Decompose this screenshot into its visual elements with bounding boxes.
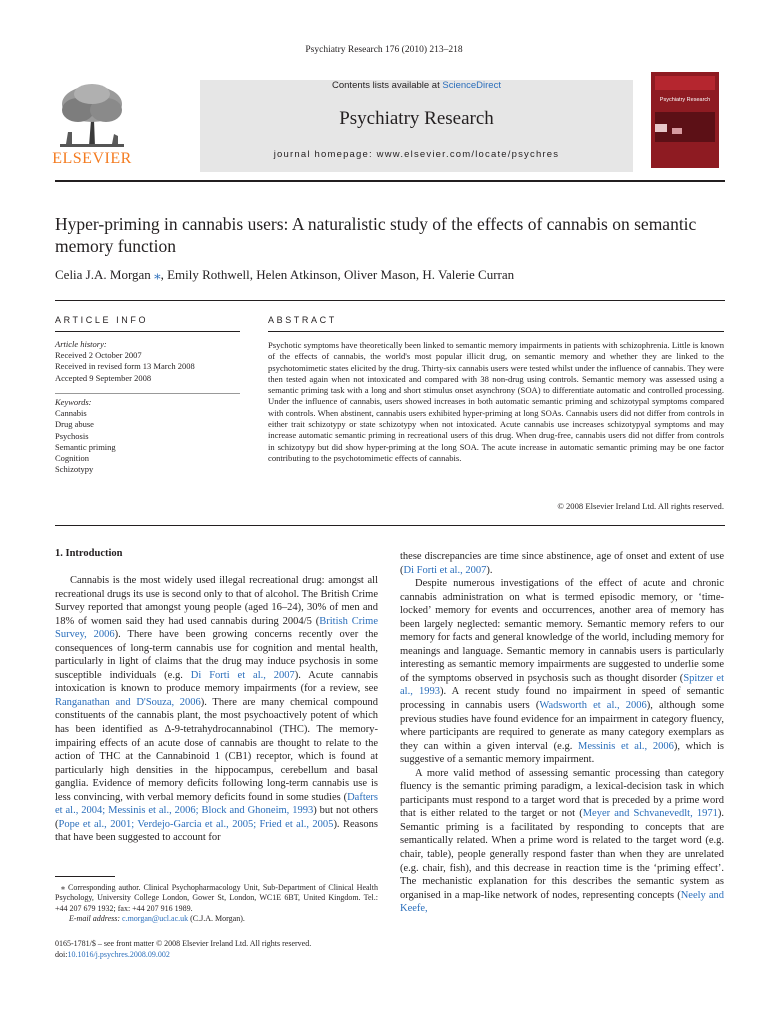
citation-link[interactable]: Wadsworth et al., 2006 (539, 700, 647, 712)
article-history (55, 339, 240, 384)
email-suffix: (C.J.A. Morgan). (188, 913, 245, 923)
intro-right-column (400, 550, 724, 916)
article-title: Hyper-priming in cannabis users: A naturalistic study of the effects of cannabis on semantic memory function (55, 214, 697, 256)
contents-prefix: Contents lists available at (332, 80, 443, 91)
sciencedirect-link[interactable]: ScienceDirect (442, 80, 501, 91)
history-label: Article history: (55, 339, 107, 349)
keywords-rule (55, 393, 240, 394)
history-accepted: Accepted 9 September 2008 (55, 372, 152, 383)
paragraph-text: ). There are many chemical compound constituents of the cannabis plant, the most psychoactively potent of which has been identified as Δ-9-tetrahydrocannabinol (THC). The memory-impairing effects of an acute dose of cannabis are thought to relate to the action of THC at the Cannabinoid 1 (CB1) receptor, which is found at particularly high densities in the hippocampus, cerebellum and basal ganglia. Evidence of memory deficits following long-term cannabis use is less convincing, with verbal memory deficits found in some studies ( (55, 696, 379, 803)
footnote-rule (55, 876, 115, 877)
citation-link[interactable]: British Crime Survey, 2006 (55, 615, 378, 641)
intro-paragraph-3 (400, 767, 724, 916)
paragraph-text: ), which is suggestive of a semantic memory impairment. (400, 740, 724, 766)
authors-rest: , Emily Rothwell, Helen Atkinson, Oliver Mason, H. Valerie Curran (160, 267, 515, 282)
citation-link[interactable]: Meyer and Schvanevedlt, 1971 (582, 808, 718, 820)
elsevier-wordmark: ELSEVIER (52, 150, 132, 167)
paragraph-text: ). There have been growing concerns recently over the consequences of long-term cannabis use for cognition and mental health, particularly in light of claims that the drug may induce psychosis in some susceptible individuals (e.g. (55, 629, 378, 681)
citation-link[interactable]: Ranganathan and D'Souza, 2006 (55, 696, 201, 708)
abstract-bottom-rule (55, 525, 725, 526)
keyword: Drug abuse (55, 419, 94, 430)
header-rule (55, 180, 725, 182)
abstract-heading: ABSTRACT (268, 315, 337, 325)
citation-link[interactable]: Messinis et al., 2006 (578, 740, 674, 752)
keyword: Cognition (55, 453, 90, 464)
intro-paragraph-1 (55, 574, 378, 845)
doi-link[interactable]: 10.1016/j.psychres.2008.09.002 (67, 950, 170, 959)
cover-title: Psychiatry Research (659, 97, 711, 103)
keyword: Schizotypy (55, 464, 94, 475)
history-received: Received 2 October 2007 (55, 350, 142, 361)
front-matter-info (55, 938, 395, 960)
keyword: Psychosis (55, 430, 89, 441)
intro-paragraph-2 (400, 577, 724, 767)
keyword: Cannabis (55, 408, 87, 419)
citation-link[interactable]: Neely and Keefe, (400, 889, 724, 915)
cover-dot (672, 128, 682, 134)
paragraph-text: ), although some previous studies have found evidence for an impairment in category fluency, where participants are required to generate as many category exemplars as they can within a given interval (e.g. (400, 700, 725, 752)
footnote-email-line (55, 914, 378, 924)
contents-line (200, 80, 633, 91)
paragraph-text: A more valid method of assessing semantic processing than category fluency is the semantic priming paradigm, a lexical-decision task in which participants must respond to a target word that is preceded by a prime word that is either related to the target or not ( (400, 767, 724, 820)
intro-left-column (55, 574, 378, 845)
keywords-label: Keywords: (55, 397, 92, 407)
journal-homepage[interactable]: journal homepage: www.elsevier.com/locate/psychres (273, 149, 560, 160)
abstract-rule (268, 331, 724, 332)
email-link[interactable]: c.morgan@ucl.ac.uk (122, 913, 189, 923)
paragraph-text: Despite numerous investigations of the effect of acute and chronic cannabis administration on what is termed episodic memory, or ‘time-locked’ memory for events and occurrences, another area of memory has been largely neglected: semantic memory. Semantic memory refers to our memory for facts and general knowledge of the world, including memory for meanings and language. Semantic memory in cannabis users is particularly interesting as semantic memory impairments are suggested to underlie some of the symptoms observed in psychosis such as thought disorder ( (400, 578, 724, 684)
doi-label: doi: (55, 950, 68, 959)
keyword: Semantic priming (55, 441, 116, 452)
citation-link[interactable]: Di Forti et al., 2007 (190, 669, 295, 681)
author-first: Celia J.A. Morgan (55, 267, 151, 282)
article-info-heading: ARTICLE INFO (55, 315, 149, 325)
footnote-text: ⁎ Corresponding author. Clinical Psychopharmacology Unit, Sub-Department of Clinical Health Psychology, University College London, Gower St, London, WC1E 6BT, United Kingdom. Tel.: +44 207 679 1932; fax: +44 207 916 1989. (55, 883, 378, 913)
paragraph-text: ). Semantic priming is a facilitated by responding to concepts that are semantically related. When a prime word is related to the target word (e.g. chair, table), people generally respond faster than when they are unrelated (e.g. chair, fish), and this decrease in reaction time is the ‘priming effect’. The mechanistic explanation for this describes the semantic system as organised in a map-like network of nodes, representing concepts ( (400, 808, 724, 901)
email-label: E-mail address: (69, 913, 121, 923)
history-revised: Received in revised form 13 March 2008 (55, 361, 195, 372)
issn-line: 0165-1781/$ – see front matter © 2008 Elsevier Ireland Ltd. All rights reserved. (55, 939, 312, 948)
citation-link[interactable]: Pope et al., 2001; Verdejo-Garcia et al., 2005; Fried et al., 2005 (58, 818, 334, 830)
abstract-copyright: © 2008 Elsevier Ireland Ltd. All rights reserved. (557, 501, 724, 511)
paragraph-text: ). A recent study found no impairment in speed of semantic processing in cannabis users ( (400, 686, 725, 712)
cover-dot (655, 124, 667, 132)
title-rule (55, 300, 725, 301)
doi-line (55, 949, 395, 960)
keywords (55, 397, 240, 475)
section-heading-introduction: 1. Introduction (55, 548, 123, 559)
paragraph-text: ). (486, 564, 493, 576)
running-head: Psychiatry Research 176 (2010) 213–218 (305, 45, 463, 55)
corresponding-author-mark[interactable]: ⁎ (154, 267, 161, 282)
journal-name: Psychiatry Research (339, 108, 494, 129)
author-list (55, 267, 735, 283)
paragraph-text: ). Acute cannabis intoxication is known to produce memory impairments (for a review, see (55, 669, 378, 695)
corresponding-author-footnote (55, 883, 378, 924)
citation-link[interactable]: Di Forti et al., 2007 (403, 564, 487, 576)
abstract-text: Psychotic symptoms have theoretically been linked to semantic memory impairments in patients with schizophrenia. Little is known of the effects of cannabis, the world's most popular illicit drug, on semantic memory and whether they are linked to the psychotomimetic states elicited by the drug. Thirty-six cannabis users were tested whilst under the influence of cannabis. They were then tested again when not intoxicated and compared with 38 non-drug using controls. Semantic memory was assessed using a semantic priming task with a long and short stimulus onset asynchrony (SOA) to differentiate automatic and controlled processing. Under the influence of cannabis, users showed increases in both automatic semantic priming and schizotypal symptoms compared with controls. When abstinent, cannabis users exhibited hyper-priming at long SOAs. Cannabis users did not differ from controls in either trait schizotypy or state schizotypy when not intoxicated. Acute cannabis use increases schizotypyal symptoms and may increase automatic semantic priming in recreational users of this drug. When drug-free, cannabis users did not differ from controls in schizotypy but did show hyper-priming at the long SOA. The acute increase in automatic semantic priming may be one factor contributing to the psychotomimetic effects of cannabis. (268, 340, 724, 463)
citation-link[interactable]: Dafters et al., 2004; Messinis et al., 2006; Block and Ghoneim, 1993 (55, 791, 378, 817)
paragraph-text: Cannabis is the most widely used illegal recreational drug: amongst all recreational drugs its use is second only to that of alcohol. The British Crime Survey reported that amongst young people (aged 16–24), 30% of men and 18% of women said they had used cannabis during 2004/5 ( (55, 575, 378, 627)
paragraph-text: ). Reasons that have been suggested to account for (55, 818, 378, 844)
paragraph-text: ) but not others ( (55, 805, 378, 830)
citation-link[interactable]: Spitzer et al., 1993 (400, 672, 724, 698)
paragraph-text: these discrepancies are time since abstinence, age of onset and extent of use ( (400, 551, 724, 576)
intro-paragraph-1-cont (400, 550, 724, 577)
article-info-rule (55, 331, 240, 332)
cover-band (655, 76, 715, 90)
